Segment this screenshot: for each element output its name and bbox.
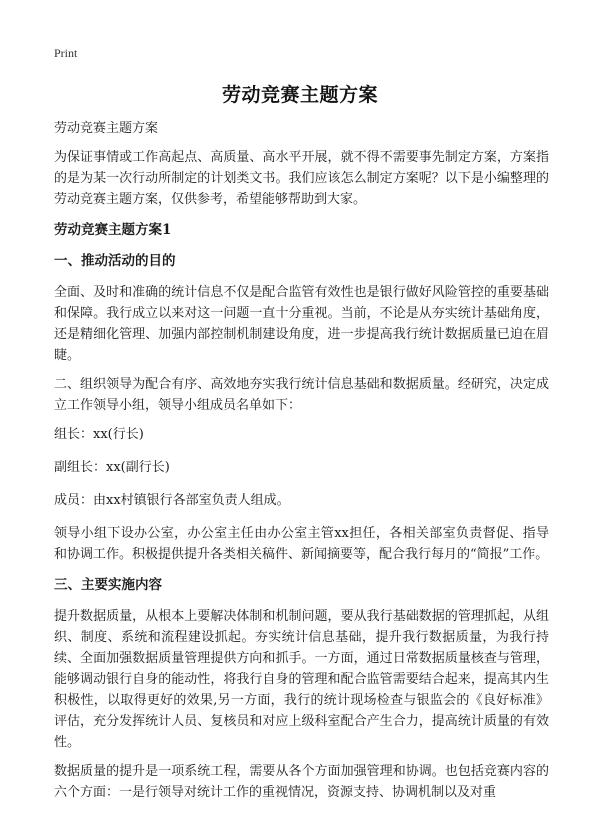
section1-heading: 一、推动活动的目的 (54, 253, 176, 269)
deputy-line: 副组长：xx(副行长) (54, 460, 170, 475)
document-subtitle: 劳动竞赛主题方案 (54, 121, 159, 136)
office-paragraph: 领导小组下设办公室，办公室主任由办公室主管xx担任，各相关部室负责督促、指导和协调工作。积极提供提升各类相关稿件、新闻摘要等，配合我行每月的“简报”工作。 (54, 526, 549, 562)
section1-paragraph: 全面、及时和准确的统计信息不仅是配合监管有效性也是银行做好风险管控的重要基础和保障。我行成立以来对这一问题一直十分重视。当前，不论是从夯实统计基础角度，还是精细化管理、加强内部控制机制建设角度，进一步提高我行统计数据质量已迫在眉睫。 (54, 285, 549, 363)
document-body (54, 118, 549, 811)
members-line: 成员：由xx村镇银行各部室负责人组成。 (54, 493, 290, 508)
print-link[interactable]: Print (54, 46, 78, 60)
section3-paragraph-2: 数据质量的提升是一项系统工程，需要从各个方面加强管理和协调。也包括竞赛内容的六个方面：一是行领导对统计工作的重视情况，资源支持、协调机制以及对重 (54, 764, 549, 800)
leader-line: 组长：xx(行长) (54, 427, 144, 442)
intro-paragraph: 为保证事情或工作高起点、高质量、高水平开展，就不得不需要事先制定方案，方案指的是为某一次行动所制定的计划类文书。我们应该怎么制定方案呢？以下是小编整理的劳动竞赛主题方案，仅供参考，希望能够帮助到大家。 (54, 150, 549, 207)
page-title: 劳动竞赛主题方案 (221, 84, 378, 106)
section2-paragraph: 二、组织领导为配合有序、高效地夯实我行统计信息基础和数据质量。经研究，决定成立工作领导小组，领导小组成员名单如下： (54, 377, 549, 413)
section3-heading: 三、主要实施内容 (54, 577, 162, 593)
section3-paragraph-1: 提升数据质量，从根本上要解决体制和机制问题，要从我行基础数据的管理抓起，从组织、制度、系统和流程建设抓起。夯实统计信息基础，提升我行数据质量，为我行持续、全面加强数据质量管理提供方向和抓手。一方面，通过日常数据质量核查与管理，能够调动银行自身的能动性，将我行自身的管理和配合监管需要结合起来，提高其内生积极性，以取得更好的效果,另一方面，我行的统计现场检查与银监会的《良好标准》评估，充分发挥统计人员、复核员和对应上级科室配合产生合力，提高统计质量的有效性。 (54, 609, 549, 750)
plan-heading: 劳动竞赛主题方案1 (54, 222, 172, 238)
